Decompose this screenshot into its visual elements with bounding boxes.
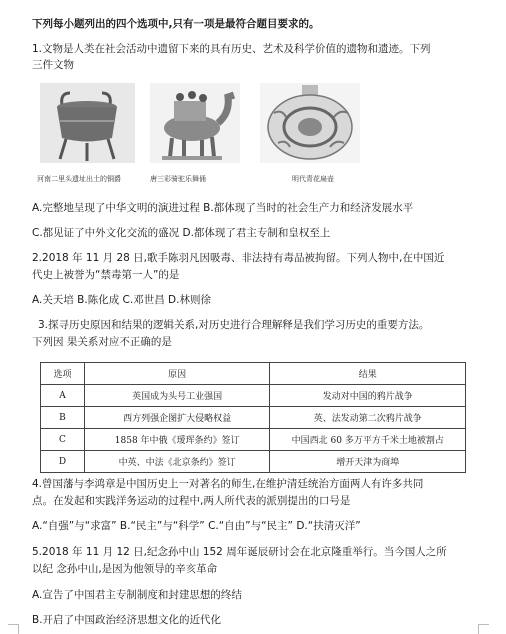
bronze-vessel-image [40, 83, 135, 163]
q3-stem-line1: 3.探寻历史原因和结果的逻辑关系,对历史进行合理解释是我们学习历史的重要方法。 [38, 319, 430, 331]
table-cell-result: 英、法发动第二次鸦片战争 [270, 407, 466, 429]
table-cell-cause: 英国成为头号工业强国 [84, 385, 270, 407]
q5-stem-line1: 5.2018 年 11 月 12 日,纪念孙中山 152 周年诞辰研讨会在北京隆重举行。当今国人之所 [32, 546, 447, 558]
q1-options-ab: A.完整地呈现了中华文明的演进过程 B.都体现了当时的社会生产力和经济发展水平 [32, 202, 414, 214]
q1-caption-1: 河南二里头遗址出土的铜爵 [37, 175, 121, 183]
porcelain-flask-image [260, 83, 360, 163]
table-header-row [41, 363, 466, 385]
table-cell-result: 发动对中国的鸦片战争 [270, 385, 466, 407]
q4-stem-line2: 点。在发起和实践洋务运动的过程中,两人所代表的派别提出的口号是 [32, 495, 351, 507]
table-row [41, 385, 466, 407]
table-header-option: 选项 [41, 363, 85, 385]
q1-stem-line2: 三件文物 [32, 59, 74, 71]
table-cell-option: C [41, 429, 85, 451]
q3-stem-line2: 下列因 果关系对应不正确的是 [32, 336, 172, 348]
table-row [41, 451, 466, 473]
crop-mark-right-h [479, 624, 489, 625]
crop-mark-right [478, 624, 479, 634]
q2-stem-line2: 代史上被誉为“禁毒第一人”的是 [32, 269, 180, 281]
q2-options: A.关天培 B.陈化成 C.邓世昌 D.林则徐 [32, 294, 211, 306]
crop-mark-left [18, 624, 19, 634]
q1-stem-line1: 1.文物是人类在社会活动中遗留下来的具有历史、艺术及科学价值的遗物和遗迹。下列 [32, 43, 431, 55]
q5-option-b: B.开启了中国政治经济思想文化的近代化 [32, 614, 222, 626]
q1-caption-2: 唐三彩骑驼乐舞俑 [150, 175, 206, 183]
q5-stem-line2: 以纪 念孙中山,是因为他领导的辛亥革命 [32, 563, 218, 575]
table-header-cause: 原因 [84, 363, 270, 385]
bronze-vessel-icon [40, 83, 135, 163]
q3-cause-effect-table [40, 362, 466, 473]
camel-figurine-icon [150, 83, 240, 163]
table-cell-option: D [41, 451, 85, 473]
q1-caption-3: 明代青花扁壶 [292, 175, 334, 183]
table-row [41, 407, 466, 429]
table-cell-result: 中国西北 60 多万平方千米土地被割占 [270, 429, 466, 451]
porcelain-flask-icon [260, 83, 360, 163]
q2-stem-line1: 2.2018 年 11 月 28 日,歌手陈羽凡因吸毒、非法持有毒品被拘留。下列人物中,在中国近 [32, 252, 445, 264]
table-cell-result: 增开天津为商埠 [270, 451, 466, 473]
table-cell-cause: 1858 年中俄《瑷珲条约》签订 [84, 429, 270, 451]
table-header-result: 结果 [270, 363, 466, 385]
table-cell-option: B [41, 407, 85, 429]
table-cell-cause: 中英、中法《北京条约》签订 [84, 451, 270, 473]
camel-figurine-image [150, 83, 240, 163]
table-row [41, 429, 466, 451]
q4-options: A.“自强”与“求富” B.“民主”与“科学” C.“自由”与“民主” D.“扶清灭洋” [32, 520, 361, 532]
section-instruction: 下列每小题列出的四个选项中,只有一项是最符合题目要求的。 [32, 18, 320, 30]
crop-mark-left-h [8, 624, 18, 625]
q4-stem-line1: 4.曾国藩与李鸿章是中国历史上一对著名的师生,在维护清廷统治方面两人有许多共同 [32, 478, 424, 490]
table-cell-option: A [41, 385, 85, 407]
q1-options-cd: C.都见证了中外文化交流的盛况 D.都体现了君主专制和皇权至上 [32, 227, 331, 239]
table-cell-cause: 西方列强企图扩大侵略权益 [84, 407, 270, 429]
q5-option-a: A.宣告了中国君主专制制度和封建思想的终结 [32, 589, 242, 601]
